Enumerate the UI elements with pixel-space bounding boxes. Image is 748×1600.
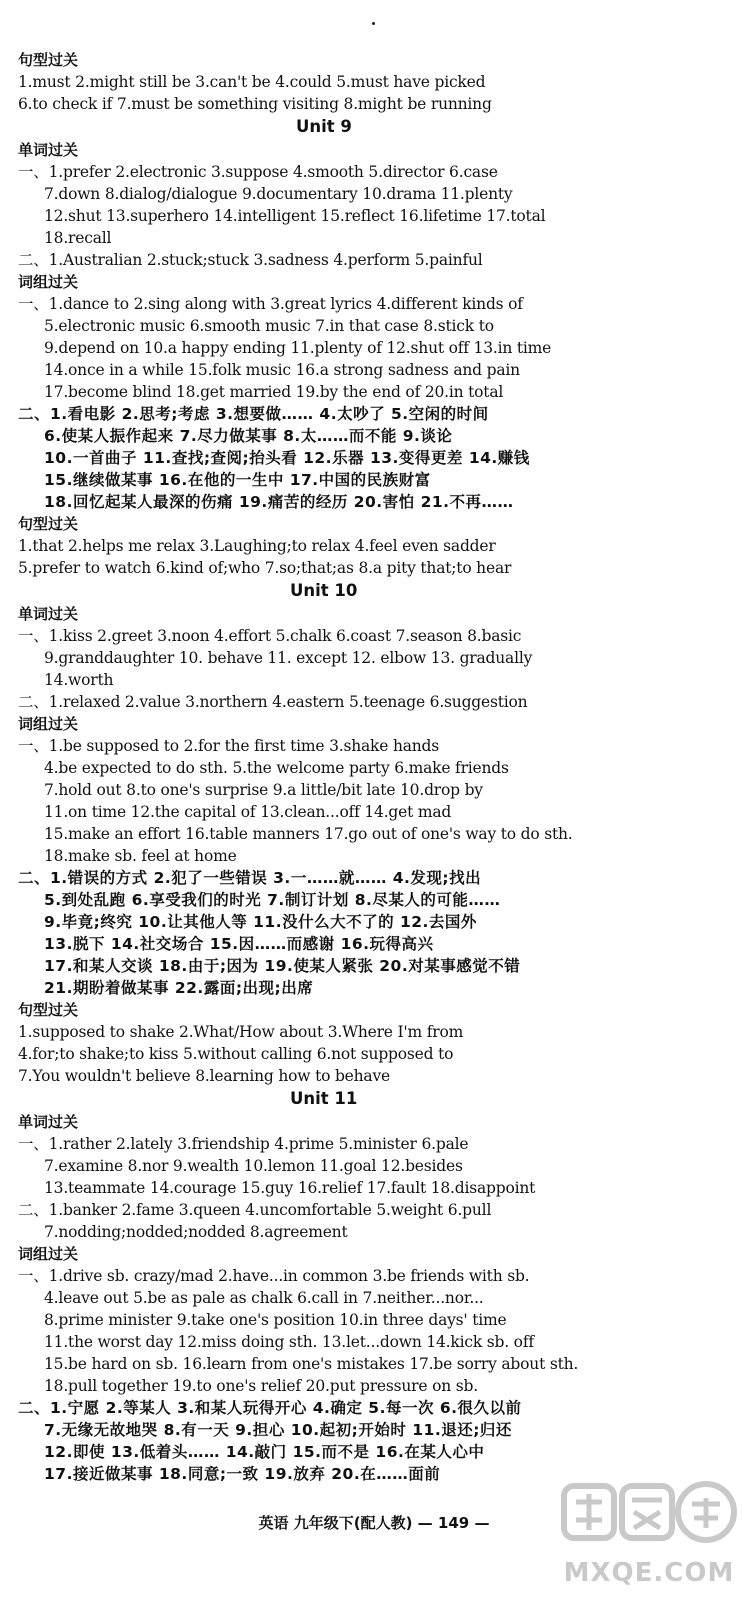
answer-line: 10.一首曲子 11.查找;查阅;抬头看 12.乐器 13.变得更差 14.赚钱 (44, 449, 530, 467)
answer-line: 18.make sb. feel at home (44, 847, 237, 865)
unit-title: Unit 11 (290, 1089, 358, 1108)
answer-line: 13.teammate 14.courage 15.guy 16.relief 17.fault 18.disappoint (44, 1179, 536, 1197)
answer-line: 11.on time 12.the capital of 13.clean...off 14.get mad (44, 803, 452, 821)
watermark-url: MXQE.COM (563, 1558, 735, 1588)
answer-line: 8.prime minister 9.take one's position 10.in three days' time (44, 1311, 507, 1329)
page-footer: 英语 九年级下(配人教) — 149 — (258, 1514, 490, 1532)
answer-line: 二、1.Australian 2.stuck;stuck 3.sadness 4.perform 5.painful (18, 251, 483, 269)
watermark (558, 1472, 740, 1592)
answer-line: 21.期盼着做某事 22.露面;出现;出席 (44, 979, 314, 997)
answer-line: 7.down 8.dialog/dialogue 9.documentary 10.drama 11.plenty (44, 185, 513, 203)
answer-line: 12.shut 13.superhero 14.intelligent 15.reflect 16.lifetime 17.total (44, 207, 546, 225)
answer-line: 7.hold out 8.to one's surprise 9.a little/bit late 10.drop by (44, 781, 483, 799)
answer-line: 13.脱下 14.社交场合 15.因……而感谢 16.玩得高兴 (44, 935, 434, 953)
answer-line: 9.毕竟;终究 10.让其他人等 11.没什么大不了的 12.去国外 (44, 913, 477, 931)
answer-line: 18.回忆起某人最深的伤痛 19.痛苦的经历 20.害怕 21.不再…… (44, 493, 514, 511)
phrases-heading: 词组过关 (18, 273, 79, 291)
watermark-logo-icon (558, 1472, 740, 1562)
answer-line: 二、1.relaxed 2.value 3.northern 4.eastern 5.teenage 6.suggestion (18, 693, 528, 711)
answer-line: 12.即使 13.低着头…… 14.敲门 15.而不是 16.在某人心中 (44, 1443, 485, 1461)
answer-line: 1.that 2.helps me relax 3.Laughing;to relax 4.feel even sadder (18, 537, 496, 555)
words-heading: 单词过关 (18, 605, 79, 623)
answer-line: 17.become blind 18.get married 19.by the end of 20.in total (44, 383, 504, 401)
answer-line: 一、1.kiss 2.greet 3.noon 4.effort 5.chalk 6.coast 7.season 8.basic (18, 627, 522, 645)
answer-line: 一、1.prefer 2.electronic 3.suppose 4.smooth 5.director 6.case (18, 163, 498, 181)
phrases-heading: 词组过关 (18, 1245, 79, 1263)
answer-line: 二、1.看电影 2.思考;考虑 3.想要做…… 4.太吵了 5.空闲的时间 (18, 405, 489, 423)
answer-line: 4.for;to shake;to kiss 5.without calling 6.not supposed to (18, 1045, 454, 1063)
answer-line: 7.无缘无故地哭 8.有一天 9.担心 10.起初;开始时 11.退还;归还 (44, 1421, 512, 1439)
answer-line: 7.nodding;nodded;nodded 8.agreement (44, 1223, 348, 1241)
answer-line: 二、1.错误的方式 2.犯了一些错误 3.一……就…… 4.发现;找出 (18, 869, 482, 887)
answer-line: 5.到处乱跑 6.享受我们的时光 7.制订计划 8.尽某人的可能…… (44, 891, 501, 909)
answer-line: 14.once in a while 15.folk music 16.a strong sadness and pain (44, 361, 520, 379)
words-heading: 单词过关 (18, 1113, 79, 1131)
answer-line: 7.examine 8.nor 9.wealth 10.lemon 11.goal 12.besides (44, 1157, 463, 1175)
answer-line: 一、1.be supposed to 2.for the first time 3.shake hands (18, 737, 440, 755)
answer-line: 5.prefer to watch 6.kind of;who 7.so;that;as 8.a pity that;to hear (18, 559, 512, 577)
answer-line: 15.继续做某事 16.在他的一生中 17.中国的民族财富 (44, 471, 431, 489)
answer-line: 二、1.banker 2.fame 3.queen 4.uncomfortable 5.weight 6.pull (18, 1201, 492, 1219)
unit-title: Unit 9 (296, 117, 352, 136)
answer-line: 一、1.dance to 2.sing along with 3.great lyrics 4.different kinds of (18, 295, 523, 313)
answer-line: 5.electronic music 6.smooth music 7.in that case 8.stick to (44, 317, 494, 335)
answer-line: 9.granddaughter 10. behave 11. except 12. elbow 13. gradually (44, 649, 533, 667)
answer-line: 4.leave out 5.be as pale as chalk 6.call in 7.neither...nor... (44, 1289, 484, 1307)
answer-line: 17.接近做某事 18.同意;一致 19.放弃 20.在……面前 (44, 1465, 441, 1483)
sentences-heading: 句型过关 (18, 515, 79, 533)
answer-line: 6.to check if 7.must be something visiting 8.might be running (18, 95, 492, 113)
answer-line: 17.和某人交谈 18.由于;因为 19.使某人紧张 20.对某事感觉不错 (44, 957, 521, 975)
answer-line: 18.recall (44, 229, 112, 247)
answer-line: 6.使某人振作起来 7.尽力做某事 8.太……而不能 9.谈论 (44, 427, 453, 445)
answer-line: 15.be hard on sb. 16.learn from one's mistakes 17.be sorry about sth. (44, 1355, 579, 1373)
answer-line: 9.depend on 10.a happy ending 11.plenty of 12.shut off 13.in time (44, 339, 552, 357)
answer-line: 15.make an effort 16.table manners 17.go out of one's way to do sth. (44, 825, 573, 843)
answer-line: 7.You wouldn't believe 8.learning how to behave (18, 1067, 391, 1085)
words-heading: 单词过关 (18, 141, 79, 159)
answer-line: 11.the worst day 12.miss doing sth. 13.let...down 14.kick sb. off (44, 1333, 534, 1351)
sentences-heading: 句型过关 (18, 51, 79, 69)
answer-line: 1.must 2.might still be 3.can't be 4.could 5.must have picked (18, 73, 486, 91)
answer-line: 二、1.宁愿 2.等某人 3.和某人玩得开心 4.确定 5.每一次 6.很久以前 (18, 1399, 522, 1417)
sentences-heading: 句型过关 (18, 1001, 79, 1019)
unit-title: Unit 10 (290, 581, 358, 600)
answer-line: 一、1.drive sb. crazy/mad 2.have...in common 3.be friends with sb. (18, 1267, 530, 1285)
answer-line: 18.pull together 19.to one's relief 20.put pressure on sb. (44, 1377, 478, 1395)
phrases-heading: 词组过关 (18, 715, 79, 733)
answer-line: 1.supposed to shake 2.What/How about 3.Where I'm from (18, 1023, 464, 1041)
answer-line: 一、1.rather 2.lately 3.friendship 4.prime 5.minister 6.pale (18, 1135, 469, 1153)
answer-line: 4.be expected to do sth. 5.the welcome party 6.make friends (44, 759, 509, 777)
answer-line: 14.worth (44, 671, 114, 689)
scan-dot (372, 22, 375, 25)
